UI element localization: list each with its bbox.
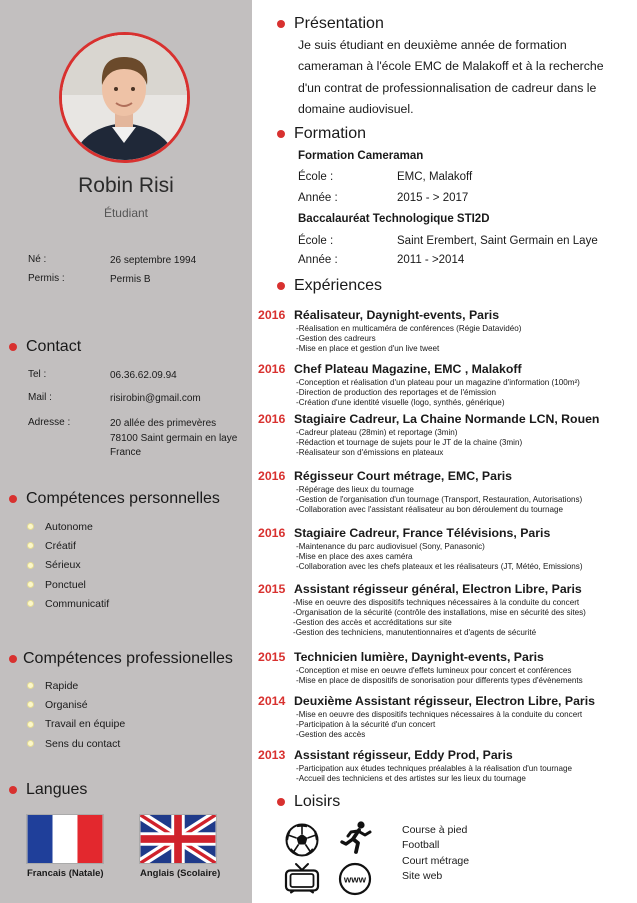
formation-school-row: École : EMC, Malakoff: [298, 171, 473, 183]
bullet-dot-icon: [277, 130, 285, 138]
experience-year: 2016: [258, 308, 286, 322]
bullet-icon: [27, 740, 34, 747]
bullet-dot-icon: [277, 20, 285, 28]
professional-skills-heading: Compétences professionelles: [9, 650, 233, 668]
experience-title: Régisseur Court métrage, EMC, Paris: [294, 469, 512, 483]
person-name: Robin Risi: [78, 174, 174, 197]
bullet-dot-icon: [9, 655, 17, 663]
experience-year: 2016: [258, 362, 286, 376]
experience-details: -Conception et réalisation d'un plateau pour un magazine d'information (100m²) -Direction de production des reportages et de l'émission -Création d'une identité visuelle (logo, synthés, générique): [296, 378, 580, 407]
bullet-icon: [27, 581, 34, 588]
bullet-icon: [27, 682, 34, 689]
address-value: 20 allée des primevères 78100 Saint germain en laye France: [110, 418, 238, 458]
football-icon: [284, 822, 320, 858]
bullet-dot-icon: [9, 495, 17, 503]
france-flag-icon: [26, 814, 104, 864]
experience-title: Réalisateur, Daynight-events, Paris: [294, 308, 500, 322]
list-item: Course à pied: [402, 824, 468, 836]
bullet-icon: [27, 562, 34, 569]
bullet-dot-icon: [277, 798, 285, 806]
language-label-english: Anglais (Scolaire): [140, 868, 221, 879]
experience-title: Assistant régisseur, Eddy Prod, Paris: [294, 748, 513, 762]
bullet-icon: [27, 721, 34, 728]
list-item: Créatif: [27, 536, 109, 555]
list-item: Football: [402, 839, 440, 852]
experience-details: -Mise en oeuvre des dispositifs techniques nécessaires à la conduite du concert -Participation à la sécurité d'un concert -Gestion des accès: [296, 710, 583, 739]
experience-year: 2014: [258, 694, 286, 708]
list-item: Organisé: [27, 695, 125, 714]
experience-year: 2016: [258, 412, 286, 426]
birth-date-value: 26 septembre 1994: [110, 255, 197, 266]
profile-photo: [59, 32, 190, 163]
experience-details: -Participation aux études techniques préalables à la réalisation d'un tournage -Accueil des techniciens et des artistes sur les lieux du tournage: [296, 764, 573, 783]
personal-skills-list: [27, 517, 109, 613]
list-item: Ponctuel: [27, 575, 109, 594]
list-item: Court métrage: [402, 854, 470, 867]
languages-heading: Langues: [9, 781, 87, 799]
bullet-dot-icon: [9, 786, 17, 794]
mail-value[interactable]: risirobin@gmail.com: [110, 393, 201, 404]
license-value: Permis B: [110, 274, 151, 285]
experience-title: Stagiaire Cadreur, La Chaine Normande LCN, Rouen: [294, 412, 600, 426]
list-item: Travail en équipe: [27, 715, 125, 734]
experience-title: Assistant régisseur général, Electron Libre, Paris: [294, 582, 582, 596]
experience-details: -Réalisation en multicaméra de conférences (Régie Datavidéo) -Gestion des cadreurs -Mise en place et gestion d'un live tweet: [296, 324, 522, 353]
uk-flag-icon: [139, 814, 217, 864]
running-icon: [340, 820, 374, 854]
address-label: Adresse :: [28, 417, 71, 428]
phone-value: 06.36.62.09.94: [110, 370, 177, 381]
experience-year: 2016: [258, 526, 286, 540]
experience-year: 2015: [258, 582, 286, 596]
bullet-icon: [27, 600, 34, 607]
presentation-heading: Présentation: [277, 15, 384, 33]
formation-title: Baccalauréat Technologique STI2D: [298, 213, 490, 225]
formation-school-row: École : Saint Erembert, Saint Germain en Laye: [298, 235, 598, 247]
list-item: Communicatif: [27, 594, 109, 613]
sidebar: [0, 0, 252, 903]
formation-heading: Formation: [277, 125, 366, 143]
list-item: Sérieux: [27, 556, 109, 575]
bullet-icon: [27, 701, 34, 708]
experience-title: Deuxième Assistant régisseur, Electron Libre, Paris: [294, 694, 595, 708]
formation-year-row: Année : 2011 - >2014: [298, 254, 465, 266]
formation-title: Formation Cameraman: [298, 150, 424, 162]
mail-label: Mail :: [28, 392, 52, 403]
experience-details: -Répérage des lieux du tournage -Gestion de l'organisation d'un tournage (Transport, Restauration, Autorisations) -Collaboration avec l'assistant réalisateur au bon déroulement du tournage: [296, 485, 583, 514]
license-label: Permis :: [28, 273, 65, 284]
presentation-text: Je suis étudiant en deuxième année de formation cameraman à l'école EMC de Malakoff et à la recherche d'un contrat de professionnalisation de cadreur dans le domaine audiovisuel.: [298, 38, 604, 116]
experience-details: -Maintenance du parc audiovisuel (Sony, Panasonic) -Mise en place des axes caméra -Collaboration avec les chefs plateaux et les réalisateurs (JT, Météo, Emissions): [296, 542, 583, 571]
formation-year-row: Année : 2015 - > 2017: [298, 192, 469, 204]
contact-heading: Contact: [9, 338, 81, 356]
hobbies-list: [402, 823, 469, 884]
hobbies-heading: Loisirs: [277, 793, 340, 811]
experience-year: 2015: [258, 650, 286, 664]
professional-skills-list: [27, 676, 125, 753]
experience-year: 2013: [258, 748, 286, 762]
phone-label: Tel :: [28, 369, 47, 380]
person-role: Étudiant: [103, 206, 149, 220]
svg-text:www: www: [343, 874, 367, 886]
birth-date-label: Né :: [28, 254, 47, 265]
language-label-french: Francais (Natale): [27, 868, 104, 879]
tv-icon: [284, 862, 320, 894]
list-item: Rapide: [27, 676, 125, 695]
www-icon: [338, 862, 372, 896]
experience-title: Stagiaire Cadreur, France Télévisions, Paris: [294, 526, 551, 540]
experience-title: Chef Plateau Magazine, EMC , Malakoff: [294, 362, 522, 376]
experiences-heading: Expériences: [277, 277, 382, 295]
experience-details: -Mise en oeuvre des dispositifs techniques nécessaires à la conduite du concert -Organisation de la sécurité (contrôle des installations, mise en sécurité des sites) -Gestion des accès et accréditations sur site -Gestion des techniciens, manutentionnaires et d'agents de sécurité: [293, 598, 586, 637]
experience-title: Technicien lumière, Daynight-events, Paris: [294, 650, 544, 664]
bullet-icon: [27, 542, 34, 549]
list-item: Site web: [402, 869, 443, 882]
experience-details: -Cadreur plateau (28min) et reportage (3min) -Rédaction et tournage de sujets pour le JT de la chaine (3min) -Réalisateur son d'émissions en plateaux: [296, 428, 523, 457]
list-item: Sens du contact: [27, 734, 125, 753]
experience-year: 2016: [258, 469, 286, 483]
bullet-dot-icon: [277, 282, 285, 290]
list-item: Autonome: [27, 517, 109, 536]
personal-skills-heading: Compétences personnelles: [9, 490, 220, 508]
bullet-icon: [27, 523, 34, 530]
bullet-dot-icon: [9, 343, 17, 351]
experience-details: -Conception et mise en oeuvre d'effets lumineux pour concert et conférences -Mise en place de dispositifs de sonorisation pour differents types d'évènements: [296, 666, 583, 685]
